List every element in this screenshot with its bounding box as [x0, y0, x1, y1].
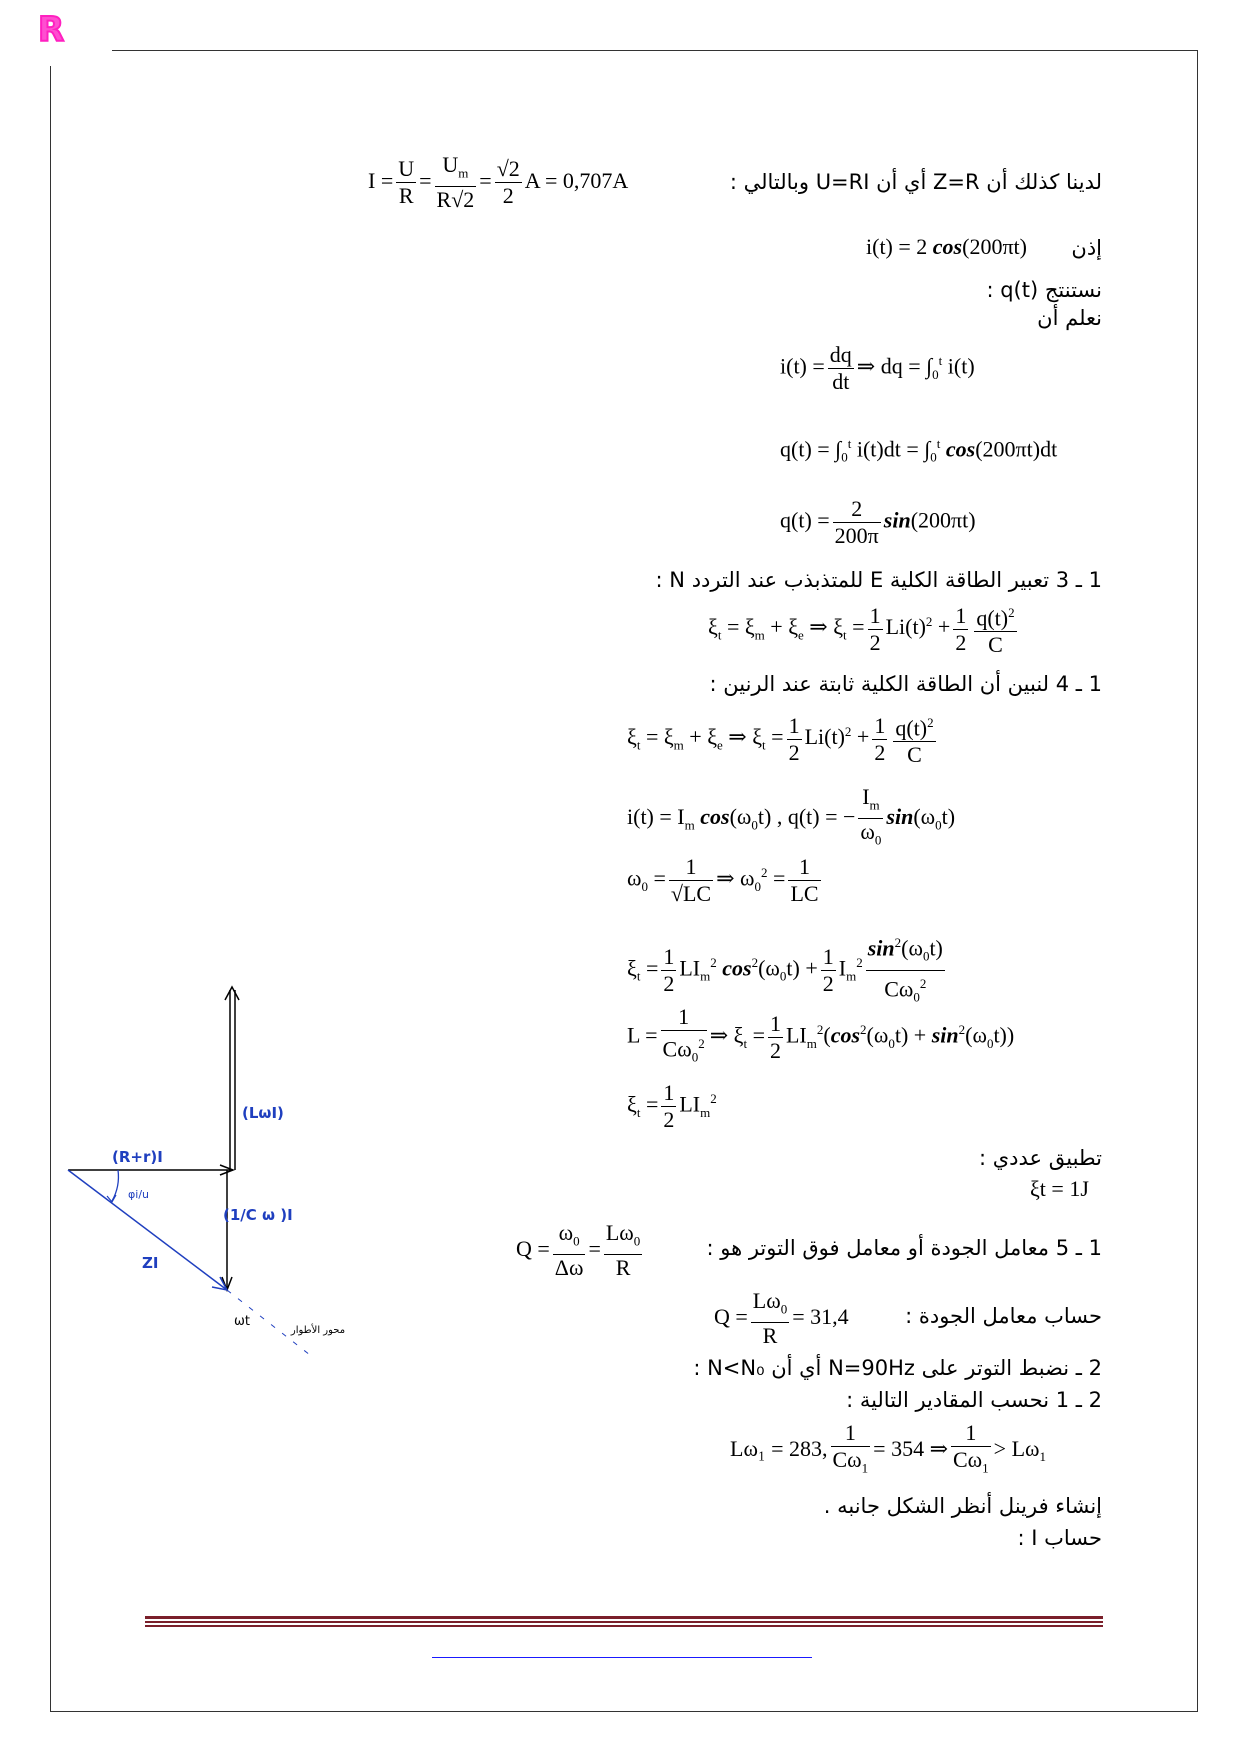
section-2-1: 2 ـ 1 نحسب المقادير التالية :	[846, 1388, 1102, 1412]
quality-value: = 31,4	[792, 1303, 849, 1329]
eq-energy-n: $\xi_t = \xi_m + \xi_e$ ⇒ $\xi_t$ = $\frac{1}{2}$ $Li(t)^2$ + $\frac{1}{2}$ $\frac{q(t)^2}{C}$	[708, 600, 1020, 658]
quality-calc-math: Q = $\frac{L\omega_0}{R}$ = 31,4	[714, 1288, 849, 1349]
left-rule	[50, 66, 51, 1712]
label-phase-axis: محور الأطوار	[290, 1325, 346, 1336]
footer-link-line	[432, 1657, 812, 1658]
eq-energy-final: $\xi_t$ = $\frac{1}{2}$ $LI_m^2$	[627, 1080, 717, 1132]
omega1-value: Lω₁ = 283,	[730, 1435, 828, 1461]
question-1-4: 1 ـ 4 لنبين أن الطاقة الكلية ثابتة عند الرنين :	[709, 672, 1102, 696]
eq-energy-expanded: $\xi_t$ = $\frac{1}{2}$ $LI_m^2$ $\cos^2(\omega_0t)$ + $\frac{1}{2}$ $I_m^2$ $\frac{\sin^2(\omega_0t)}{C\omega_0^2}$	[627, 930, 948, 1010]
line-2-math: i(t) = 2 cos(200πt)	[866, 234, 1027, 259]
line-1-math: I = $\frac{U}{R}$ = $\frac{U_m}{R√2}$ = $\frac{√2}{2}$ A = 0,707A	[368, 152, 629, 213]
logo: R	[38, 10, 65, 50]
quality-calc-text: حساب معامل الجودة :	[905, 1304, 1102, 1328]
section-2: 2 ـ نضبط التوتر على N=90Hz أي أن N<N₀ :	[693, 1356, 1102, 1380]
footer-bar-3	[145, 1625, 1103, 1627]
eq-i-q-resonance: $i(t) = I_m$ $\cos(\omega_0t)$ , q(t) = − $\frac{I_m}{\omega_0}$ $\sin(\omega_0t)$	[627, 784, 956, 848]
question-1-5: 1 ـ 5 معامل الجودة أو معامل فوق التوتر هو :	[706, 1236, 1102, 1260]
label-lwi: (LωI)	[242, 1104, 284, 1122]
line-4-text: نعلم أن	[1037, 306, 1102, 330]
label-zi: ZI	[142, 1254, 159, 1272]
label-cwi: (1/C ω )I	[223, 1206, 293, 1224]
footer-bar-1	[145, 1616, 1103, 1619]
line-3-text: نستنتج q(t) :	[986, 278, 1102, 302]
lwi-arrow-icon	[225, 987, 239, 1000]
line-2-text: إذن	[1071, 236, 1102, 260]
question-1-3: 1 ـ 3 تعبير الطاقة الكلية E للمتذبذب عند التردد N :	[655, 568, 1102, 592]
eq-charge-result: q(t) = $\frac{2}{200\pi}$ sin(200πt)	[780, 496, 976, 548]
numeric-application: تطبيق عددي :	[978, 1146, 1102, 1170]
top-rule	[112, 50, 1198, 51]
eq-energy-simplify: L = $\frac{1}{C\omega_0^2}$ ⇒ $\xi_t$ = $\frac{1}{2}$ $LI_m^2(\cos^2(\omega_0t) + \sin^2(\omega_0t))$	[627, 1004, 1015, 1065]
label-wt: ωt	[234, 1314, 250, 1329]
fresnel-diagram	[60, 985, 380, 1365]
eq-quality-factor: Q = $\frac{\omega_0}{\Delta\omega}$ = $\frac{L\omega_0}{R}$	[516, 1220, 641, 1281]
eq-omega0: $\omega_0$ = $\frac{1}{√LC}$ ⇒ $\omega_0^2$ = $\frac{1}{LC}$	[627, 854, 819, 906]
line-1-text: لدينا كذلك أن Z=R أي أن U=RI وبالتالي :	[729, 170, 1102, 194]
fresnel-note: إنشاء فرينل أنظر الشكل جانبه .	[823, 1494, 1102, 1518]
eq-charge-integral: $q(t) = \int_0^t$ $i(t)dt = \int_0^t$ cos(200πt)dt	[780, 436, 1058, 465]
line-1-result: A = 0,707A	[524, 167, 629, 193]
footer-bar-2	[145, 1621, 1103, 1623]
numeric-value: ξt = 1J	[1030, 1176, 1089, 1201]
eq-current-derivative: i(t) = $\frac{dq}{dt}$ ⇒ dq = $\int_0^t$ i(t)	[780, 342, 975, 394]
omega1-value-2: = 354 ⇒	[873, 1435, 948, 1461]
label-phi: φi/u	[128, 1188, 149, 1201]
eq-energy-resonance: $\xi_t = \xi_m + \xi_e$ ⇒ $\xi_t$ = $\frac{1}{2}$ $Li(t)^2$ + $\frac{1}{2}$ $\frac{q(t)^2}{C}$	[627, 710, 939, 768]
label-rri: (R+r)I	[112, 1148, 163, 1166]
eq-omega1-values: Lω₁ = 283, $\frac{1}{C\omega_1}$ = 354 ⇒ $\frac{1}{C\omega_1}$ > $L\omega_1$	[730, 1420, 1046, 1476]
calc-i: حساب I :	[1017, 1526, 1102, 1550]
